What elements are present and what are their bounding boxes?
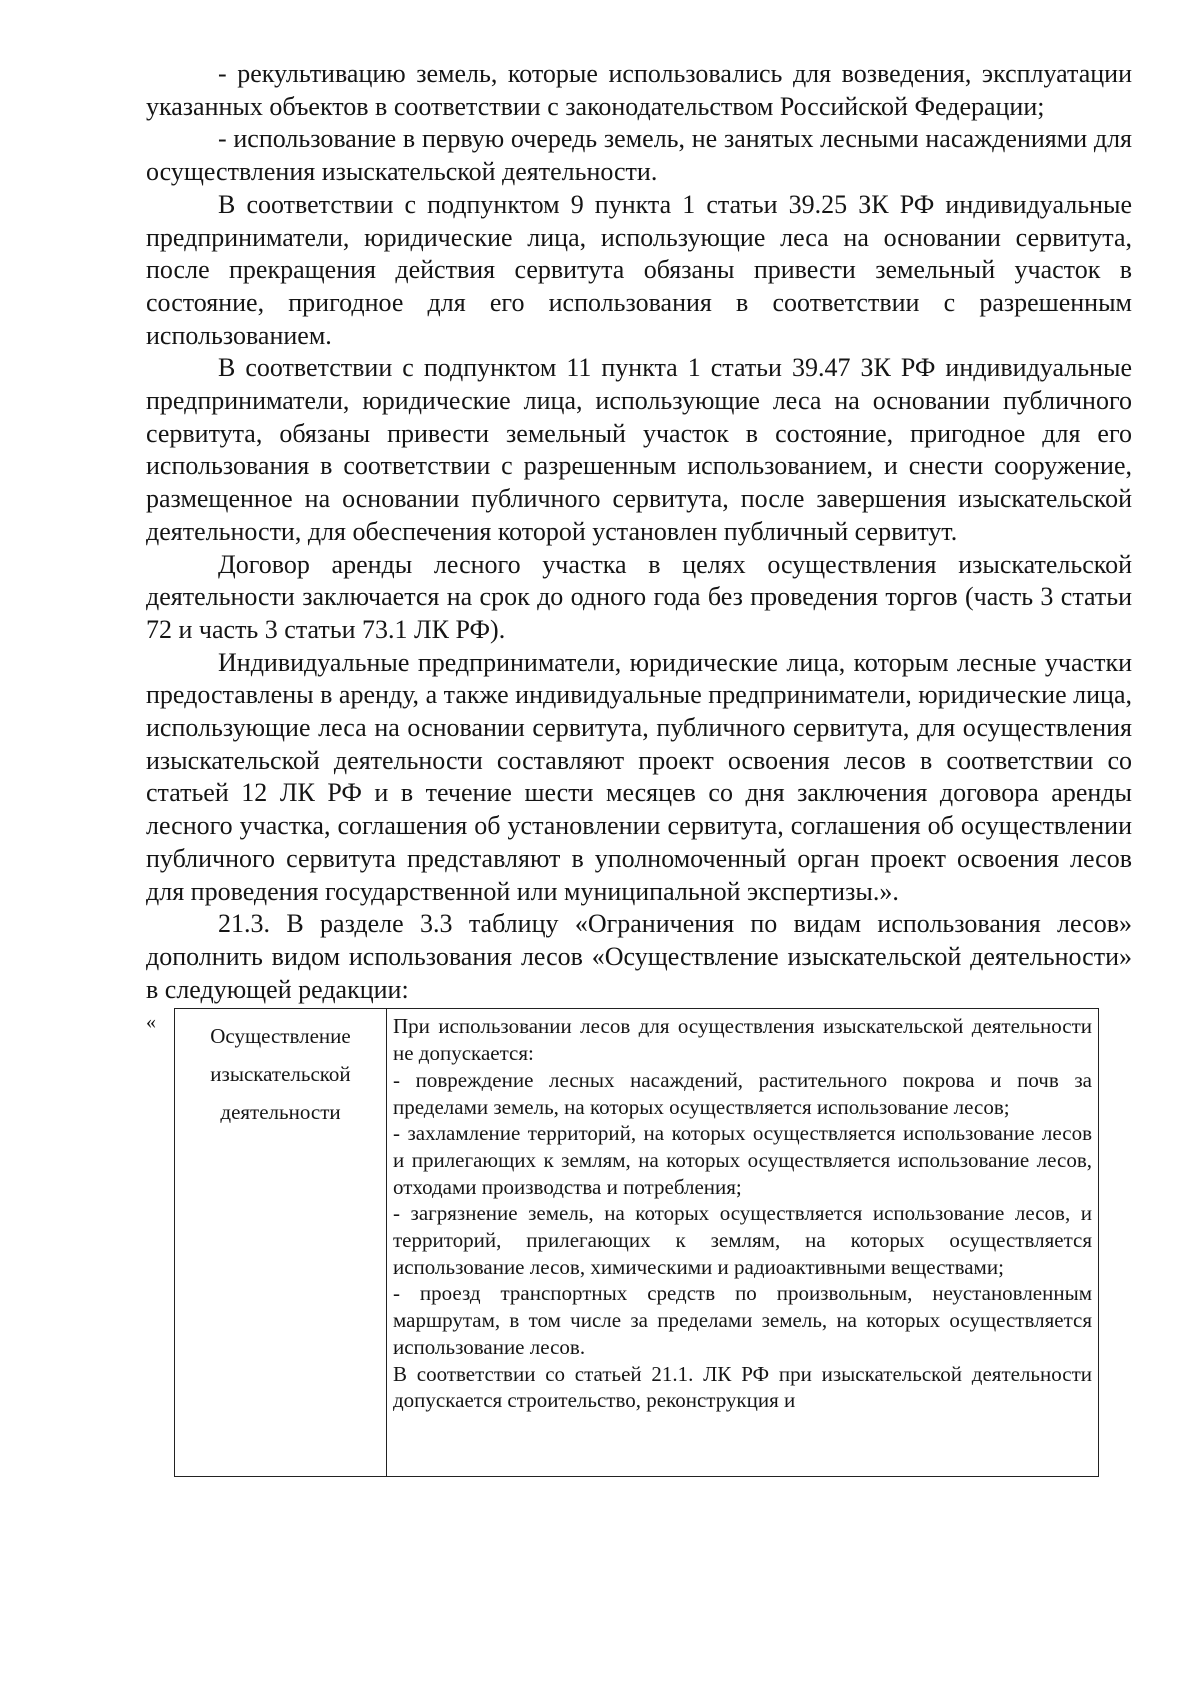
restriction-item: - повреждение лесных насаждений, растительного покрова и почв за пределами земель, на которых осуществляется использование лесов; <box>393 1067 1092 1119</box>
restriction-item: - загрязнение земель, на которых осуществляется использование лесов, и территорий, прилегающих к землям, на которых осуществляется использование лесов, химическими и радиоактивными веществами; <box>393 1201 1092 1279</box>
restriction-intro: При использовании лесов для осуществления изыскательской деятельности не допускается: <box>393 1014 1092 1066</box>
paragraph-priority-lands: - использование в первую очередь земель, не занятых лесными насаждениями для осуществления изыскательской деятельности. <box>146 124 1132 187</box>
paragraph-public-servitude-39-47: В соответствии с подпунктом 11 пункта 1 статьи 39.47 ЗК РФ индивидуальные предприниматели, юридические лица, использующие леса на основании публичного сервитута, обязаны привести земельный участок в состояние, пригодное для его использования в соответствии с разрешенным использованием, и снести сооружение, размещенное на основании публичного сервитута, после завершения изыскательской деятельности, для обеспечения которой установлен публичный сервитут. <box>146 353 1132 546</box>
restrictions-table-block <box>146 1008 1132 1477</box>
restrictions-cell <box>387 1009 1099 1477</box>
paragraph-recultivation: - рекультивацию земель, которые использовались для возведения, эксплуатации указанных объектов в соответствии с законодательством Российской Федерации; <box>146 59 1132 121</box>
restriction-note: В соответствии со статьей 21.1. ЛК РФ при изыскательской деятельности допускается строительство, реконструкция и <box>393 1361 1092 1413</box>
opening-quote-mark: « <box>146 1011 156 1034</box>
forest-use-kind-cell: Осуществление изыскательской деятельности <box>175 1009 387 1477</box>
restriction-item: - проезд транспортных средств по произвольным, неустановленным маршрутам, в том числе за пределами земель, на которых осуществляется использование лесов. <box>393 1281 1092 1359</box>
restriction-item: - захламление территорий, на которых осуществляется использование лесов и прилегающих к землям, на которых осуществляется использование лесов, отходами производства и потребления; <box>393 1121 1092 1199</box>
restrictions-table <box>174 1008 1099 1477</box>
paragraph-section-21-3: 21.3. В разделе 3.3 таблицу «Ограничения по видам использования лесов» дополнить видом использования лесов «Осуществление изыскательской деятельности» в следующей редакции: <box>146 909 1132 1004</box>
paragraph-development-project: Индивидуальные предприниматели, юридические лица, которым лесные участки предоставлены в аренду, а также индивидуальные предприниматели, юридические лица, использующие леса на основании сервитута, публичного сервитута, для осуществления изыскательской деятельности составляют проект освоения лесов в соответствии со статьей 12 ЛК РФ и в течение шести месяцев со дня заключения договора аренды лесного участка, соглашения об установлении сервитута, соглашения об осуществлении публичного сервитута представляют в уполномоченный орган проект освоения лесов для проведения государственной или муниципальной экспертизы.». <box>146 647 1132 906</box>
paragraph-servitude-39-25: В соответствии с подпунктом 9 пункта 1 статьи 39.25 ЗК РФ индивидуальные предприниматели, юридические лица, использующие леса на основании сервитута, после прекращения действия сервитута обязаны привести земельный участок в состояние, пригодное для его использования в соответствии с разрешенным использованием. <box>146 189 1132 350</box>
table-row <box>175 1009 1099 1477</box>
document-page <box>146 58 1132 1477</box>
paragraph-lease-term: Договор аренды лесного участка в целях осуществления изыскательской деятельности заключается на срок до одного года без проведения торгов (часть 3 статьи 72 и часть 3 статьи 73.1 ЛК РФ). <box>146 549 1132 644</box>
